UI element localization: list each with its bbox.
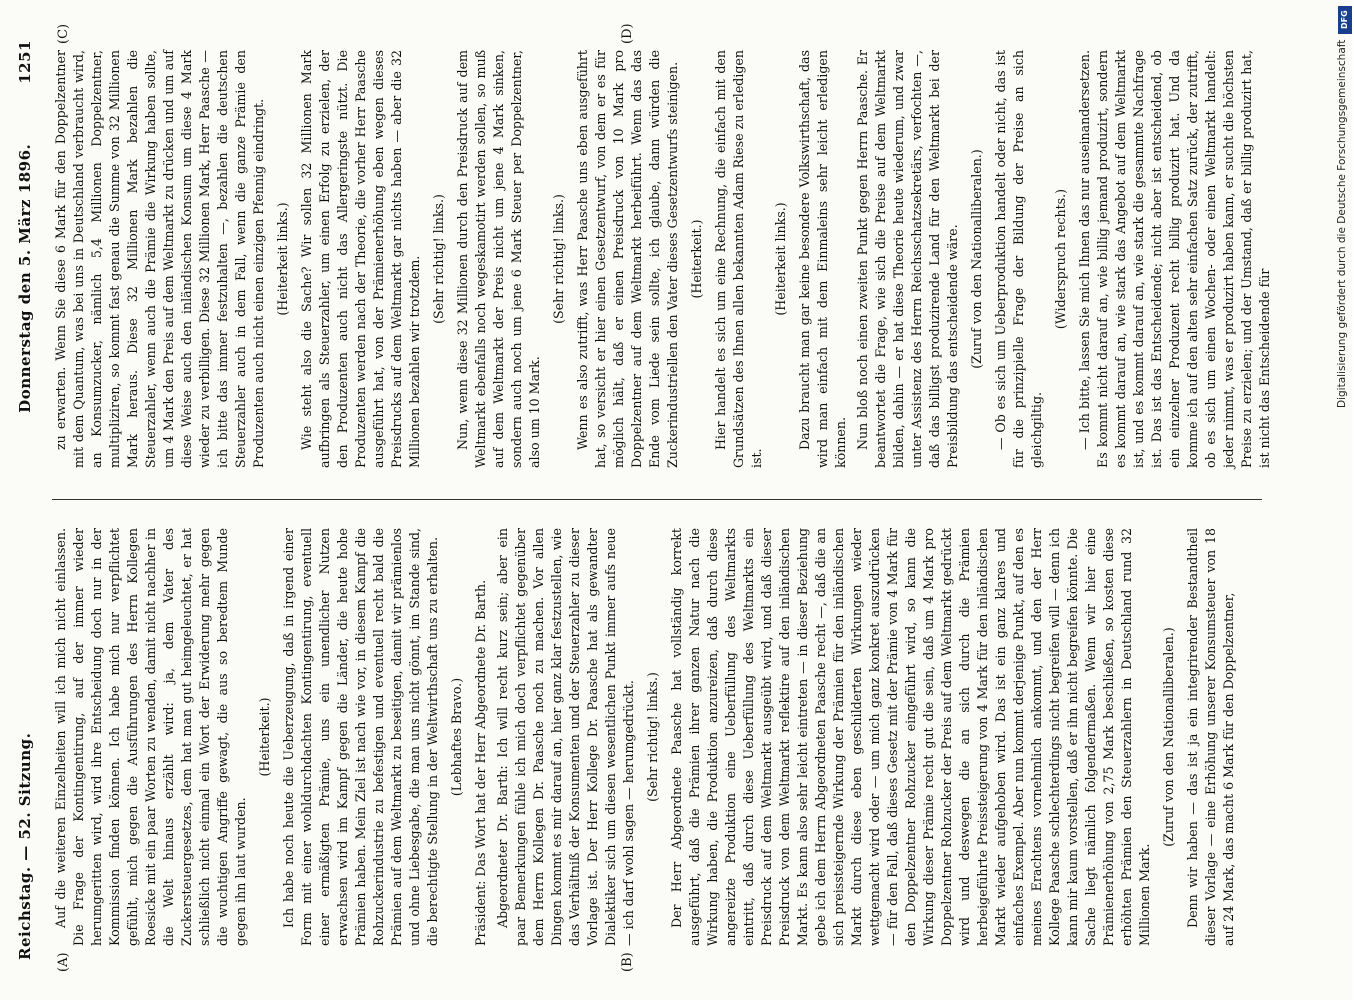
column-divider: [52, 499, 1262, 500]
page-number: 1251: [16, 40, 34, 84]
right-paragraph: Nun, wenn diese 32 Millionen durch den Preisdruck auf dem Weltmarkt ebenfalls noch wegeskamotirt werden sollen, so muß auf dem Weltmarkt der Preis nicht um jene 4 Mark sinken, sondern auch noch um jene 6 Mark Steuer per Doppelzentner, also um 10 Mark.: [455, 50, 542, 468]
marker-d: (D): [620, 23, 635, 44]
page-header: [10, 40, 40, 960]
left-paragraph: (Lebhaftes Bravo.): [449, 677, 464, 797]
right-paragraph: Wenn es also zutrifft, was Herr Paasche uns eben ausgeführt hat, so versicht er hier einen Gesetzentwurf, von dem er es für möglich hält, daß er einen Preisdruck von 10 Mark pro Doppelzentner auf dem Weltmarkt herbeiführt. Wenn das das Ende vom Liede sein sollte, ich glaube, dann würden die Zuckerindustriellen den Vater dieses Gesetzentwurfs steinigen.: [575, 50, 680, 468]
left-column: [52, 528, 1262, 946]
left-paragraph: Ich habe noch heute die Ueberzeugung, daß in irgend einer Form mit einer wohldurchdachten Kontingentirung, eventuell einer ermäßigten Prämie, uns ein unendlicher Nutzen erwachsen wird im Kampf gegen die Länder, die heute hohe Prämien haben. Mein Ziel ist nach wie vor, in diesem Kampf die Rohzuckerindustrie zu befestigen und eventuell recht bald die Prämien auf dem Weltmarkt zu beseitigen, damit wir prämienlos und ohne Liebesgabe, die man uns nicht gönnt, im Stande sind, die berechtigte Stellung in der Weltwirthschaft uns zu erhalten.: [281, 528, 440, 946]
right-paragraph: — Ich bitte, lassen Sie mich Ihnen das nur auseinandersetzen. Es kommt nicht darauf an, wie billig jemand produzirt, sondern es kommt darauf an, wie stark das Angebot auf dem Weltmarkt ist, und es kommt darauf an, wie stark die gesammte Nachfrage ist. Das ist das Entscheidende; nicht aber ist entscheidend, ob ein einzelner Produzent recht billig produzirt hat. Und da komme ich auf den alten sehr einfachen Satz zurück, der zutrifft, ob es sich um einen Wochen- oder einen Weltmarkt handelt: jeder nimmt, was er produzirt haben kann, er sucht die höchsten Preise zu erzielen; und der Umstand, daß er billig produzirt hat, ist nicht das Entscheidende für: [1077, 50, 1272, 468]
dfg-logo: DFG: [1338, 6, 1352, 34]
left-paragraph: (Heiterkeit.): [257, 697, 272, 777]
right-paragraph: Hier handelt es sich um eine Rechnung, die einfach mit den Grundsätzen des Ihnen allen bekannten Adam Riese zu erledigen ist.: [713, 50, 764, 468]
left-paragraph: Abgeordneter Dr. Barth: Ich will recht kurz sein; aber ein paar Bemerkungen fühle ich mich doch verpflichtet gegenüber dem Herrn Kollegen Dr. Paasche noch zu machen. Vor allen Dingen kommt es mir darauf an, hier ganz klar festzustellen, wie das Verhältniß der Konsumenten und der Steuerzahler zu dieser Vorlage ist. Der Herr Kollege Dr. Paasche hat als gewandter Dialektiker sich um diesen wesentlichen Punkt immer aufs neue — ich darf wohl sagen — herumgedrückt.: [495, 528, 636, 946]
right-paragraph: Nun bloß noch einen zweiten Punkt gegen Herrn Paasche. Er beantwortet die Frage, wie sich die Preise auf dem Weltmarkt bilden, dahin — er hat diese Theorie heute wiederum, und zwar unter Assistenz des Herrn Reichsschatzsekretärs, verfochten —, daß das billigst produzirende Land für den Weltmarkt bei der Preisbildung das entscheidende wäre.: [855, 50, 960, 468]
header-date: Donnerstag den 5. März 1896.: [16, 143, 34, 413]
header-right: [16, 40, 34, 413]
marker-b: (B): [620, 952, 635, 972]
left-paragraph: Der Herr Abgeordnete Paasche hat vollständig korrekt ausgeführt, daß die Prämien ihrer ganzen Natur nach die Wirkung haben, die Produktion anzureizen, daß durch diese angereizte Produktion eine Ueberfüllung des Weltmarkts eintritt, daß durch diese Ueberfüllung des Weltmarkts ein Preisdruck auf dem Weltmarkt ausgeübt wird, und daß dieser Preisdruck von dem Weltmarkt reflektire auf den inländischen Markt. Es kann also sehr leicht eintreten — in dieser Beziehung gebe ich dem Herrn Abgeordneten Paasche recht —, daß die an sich preissteigernde Wirkung der Prämien für den inländischen Markt durch diese eben geschilderten Wirkungen wieder wettgemacht wird oder — um mich ganz konkret auszudrücken — für den Fall, daß dieses Gesetz mit der Prämie von 4 Mark für den Doppelzentner Rohzucker eingeführt wird, so kann die Wirkung dieser Prämie recht gut die sein, daß um 4 Mark pro Doppelzentner Rohzucker der Preis auf dem Weltmarkt gedrückt wird und deswegen die an sich durch die Prämien herbeigeführte Preissteigerung von 4 Mark für den inländischen Markt wieder aufgehoben wird. Das ist ein ganz klares und einfaches Exempel. Aber nun kommt derjenige Punkt, auf den es meines Erachtens vornehmlich ankommt, und den der Herr Kollege Paasche schlechterdings nicht begreifen will — denn ich kann mir kaum vorstellen, daß er ihn nicht begreifen könnte. Die Sache liegt nämlich folgendermaßen. Wenn wir hier eine Prämienerhöhung von 2,75 Mark beschließen, so kosten diese erhöhten Prämien den Steuerzahlern in Deutschland rund 32 Millionen Mark.: [669, 528, 1152, 946]
right-paragraph: (Zuruf von den Nationalliberalen.): [969, 149, 984, 369]
right-paragraph: — Ob es sich um Ueberproduktion handelt oder nicht, das ist für die prinzipielle Frage der Bildung der Preise an sich gleichgiltig.: [993, 50, 1044, 468]
right-paragraph: (Heiterkeit.): [689, 219, 704, 299]
left-paragraph: (Sehr richtig! links.): [645, 672, 660, 802]
right-paragraph: (Sehr richtig! links.): [431, 194, 446, 324]
right-paragraph: (Widerspruch rechts.): [1053, 188, 1068, 330]
left-paragraph: (Zuruf von den Nationalliberalen.): [1161, 627, 1176, 847]
right-paragraph: Dazu braucht man gar keine besondere Volkswirthschaft, das wird man einfach mit dem Einmaleins sehr leicht erledigen können.: [797, 50, 848, 468]
right-paragraph: (Sehr richtig! links.): [551, 194, 566, 324]
right-column: [52, 50, 1272, 468]
left-paragraph: Präsident: Das Wort hat der Herr Abgeordnete Dr. Barth.: [473, 579, 488, 946]
right-paragraph: (Heiterkeit links.): [773, 202, 788, 316]
digitization-note: Digitalisierung gefördert durch die Deutsche Forschungsgemeinschaft: [1336, 40, 1348, 409]
marker-c: (C): [56, 23, 71, 44]
left-paragraph: Auf die weiteren Einzelheiten will ich mich nicht einlassen. Die Frage der Kontingentirung, auf der immer wieder herumgeritten wird, wird ihre Entscheidung doch nur in der Kommission finden können. Ich habe mich nur verpflichtet gefühlt, mich gegen die Ausführungen des Herrn Kollegen Roesicke mit ein paar Worten zu wenden, damit nicht nachher in die Welt hinaus erzählt wird: ja, dem Vater des Zuckersteuergesetzes, dem hat man gut heimgeleuchtet, er hat schließlich nicht einmal ein Wort der Erwiderung mehr gegen die wuchtigen Angriffe gewagt, die aus so beredtem Munde gegen ihn laut wurden.: [53, 528, 248, 946]
right-paragraph: zu erwarten. Wenn Sie diese 6 Mark für den Doppelzentner mit dem Quantum, was bei uns in Deutschland verbraucht wird, an Konsumzucker, nämlich 5,4 Millionen Doppelzentner, multipliziren, so kommt fast genau die Summe von 32 Millionen Mark heraus. Diese 32 Millionen Mark bezahlen die Steuerzahler, wenn auch die Prämie die Wirkung haben sollte, um 4 Mark den Preis auf dem Weltmarkt zu drücken und um auf diese Weise auch den inländischen Konsum um diese 4 Mark wieder zu verbilligen. Diese 32 Millionen Mark, Herr Paasche — ich bitte das immer festzuhalten —, bezahlen die deutschen Steuerzahler auch in dem Fall, wenn die ganze Prämie den Produzenten auch nicht einen einzigen Pfennig eindringt.: [53, 50, 266, 468]
right-paragraph: (Heiterkeit links.): [275, 202, 290, 316]
header-session: Reichstag. — 52. Sitzung.: [16, 732, 34, 960]
right-paragraph: Wie steht also die Sache? Wir sollen 32 Millionen Mark aufbringen als Steuerzahler, um einen Erfolg zu erzielen, der den Produzenten auch nicht das Allergeringste nützt. Die Produzenten werden nach der Theorie, die vorher Herr Paasche ausgeführt hat, von der Prämienerhöhung eben wegen dieses Preisdrucks auf dem Weltmarkt gar nichts haben — aber die 32 Millionen bezahlen wir trotzdem.: [299, 50, 422, 468]
marker-a: (A): [56, 952, 71, 972]
left-paragraph: Denn wir haben — das ist ja ein integrirender Bestandtheil dieser Vorlage — eine Erhöhung unserer Konsumsteuer von 18 auf 24 Mark, das macht 6 Mark für den Doppelzentner,: [1185, 528, 1236, 946]
